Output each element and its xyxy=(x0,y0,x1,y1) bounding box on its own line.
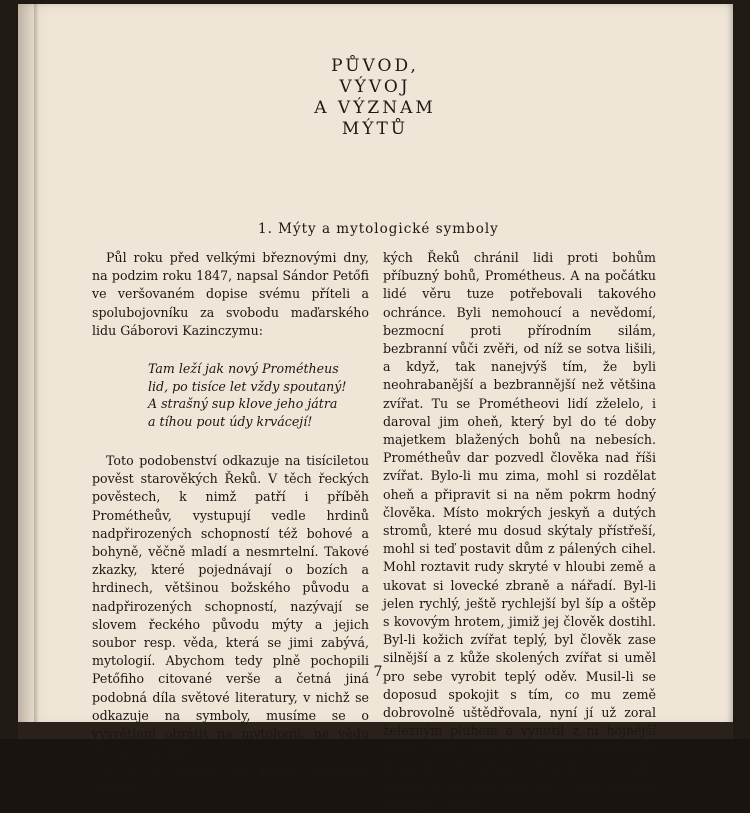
page-number: 7 xyxy=(373,664,383,680)
chapter-title-line: PŮVOD, xyxy=(331,56,419,76)
body-paragraph: Z ní se dovíme, že podle představy starově- xyxy=(92,762,369,796)
chapter-title-line: A VÝZNAM xyxy=(314,98,436,118)
chapter-title xyxy=(300,56,450,140)
body-paragraph: kých Řeků chránil lidi proti bohům příbuzný bohů, Prométheus. A na počátku lidé věru tuze potřebovali takového ochránce. Byli nemohoucí a nevědomí, bezmocní proti přírodním silám, bezbranní vůči zvěři, od níž se sotva lišili, a když, tak nanejvýš tím, že byli neohrabanější a bezbrannější než většina zvířat. Tu se Prométheovi lidí zželelo, i daroval jim oheň, který byl do té doby majetkem blažených bohů na nebesích. Prométheův dar pozvedl člověka nad říši zvířat. Bylo-li mu zima, mohl si rozdělat oheň a připravit si na něm pokrm hodný člověka. Místo mokrých jeskyň a dutých stromů, které mu dosud skýtaly přístřeší, mohl si teď postavit dům z pálených cihel. Mohl roztavit rudy skryté v hloubi země a ukovat si lovecké zbraně a nářadí. Byl-li jelen rychlý, ještě rychlejší byl šíp a oštěp s kovovým hrotem, jimiž jej člověk dostihl. Byl-li kožich zvířat teplý, byl člověk zase silnější a z kůže skolených zvířat si uměl pro sebe vyrobit teplý oděv. Musil-li se doposud spokojit s tím, co mu země dobrovolně uštědřovala, nyní jí už zoral železným pluhem a vynutil z ní hojnější úrodu. Díky ohni se rozvinula rozmanitá řemesla. Kovářské řemeslo vyrobilo zbraně a nářadí, hrnčířství větší hliněné nádoby, v nichž xyxy=(383,250,656,812)
chapter-title-line: MÝTŮ xyxy=(341,119,409,139)
poem-line: Tam leží jak nový Prométheus xyxy=(148,361,339,377)
page-gutter-shadow xyxy=(34,4,39,726)
poem-line: A strašný sup klove jeho játra xyxy=(148,396,338,412)
intro-paragraph: Půl roku před velkými březnovými dny, na podzim roku 1847, napsal Sándor Petőfi ve veršovaném dopise svému příteli a spolubojovníku za svobodu maďarského lidu Gáborovi Kazinczymu: xyxy=(92,250,369,338)
right-column xyxy=(383,249,656,813)
chapter-title-line: VÝVOJ xyxy=(339,77,411,97)
section-heading: 1. Mýty a mytologické symboly xyxy=(258,221,499,237)
poem-quote xyxy=(148,360,369,430)
body-paragraph: Toto podobenství odkazuje na tisíciletou pověst starověkých Řeků. V těch řeckých pověstech, k nimž patří i příběh Prométheův, vystupují vedle hrdinů nadpřirozených schopností též bohové a bohyně, věčně mladí a nesmrtelní. Takové zkazky, které pojednávají o bozích a hrdinech, většinou božského původu a nadpřirozených schopností, nazývají se slovem řeckého původu mýty a jejich soubor resp. věda, která se jimi zabývá, mytologií. Abychom tedy plně pochopili Petőfiho citované verše a četná jiná podobná díla světové literatury, v nichž se odkazuje na symboly, musíme se o vysvětlení obrátit na mytologii, na vědu obírající se mýty. xyxy=(92,453,369,760)
poem-line: lid, po tisíce let vždy spoutaný! xyxy=(148,378,347,394)
poem-line: a tíhou pout údy krvácejí! xyxy=(148,413,313,429)
left-column xyxy=(92,249,369,798)
